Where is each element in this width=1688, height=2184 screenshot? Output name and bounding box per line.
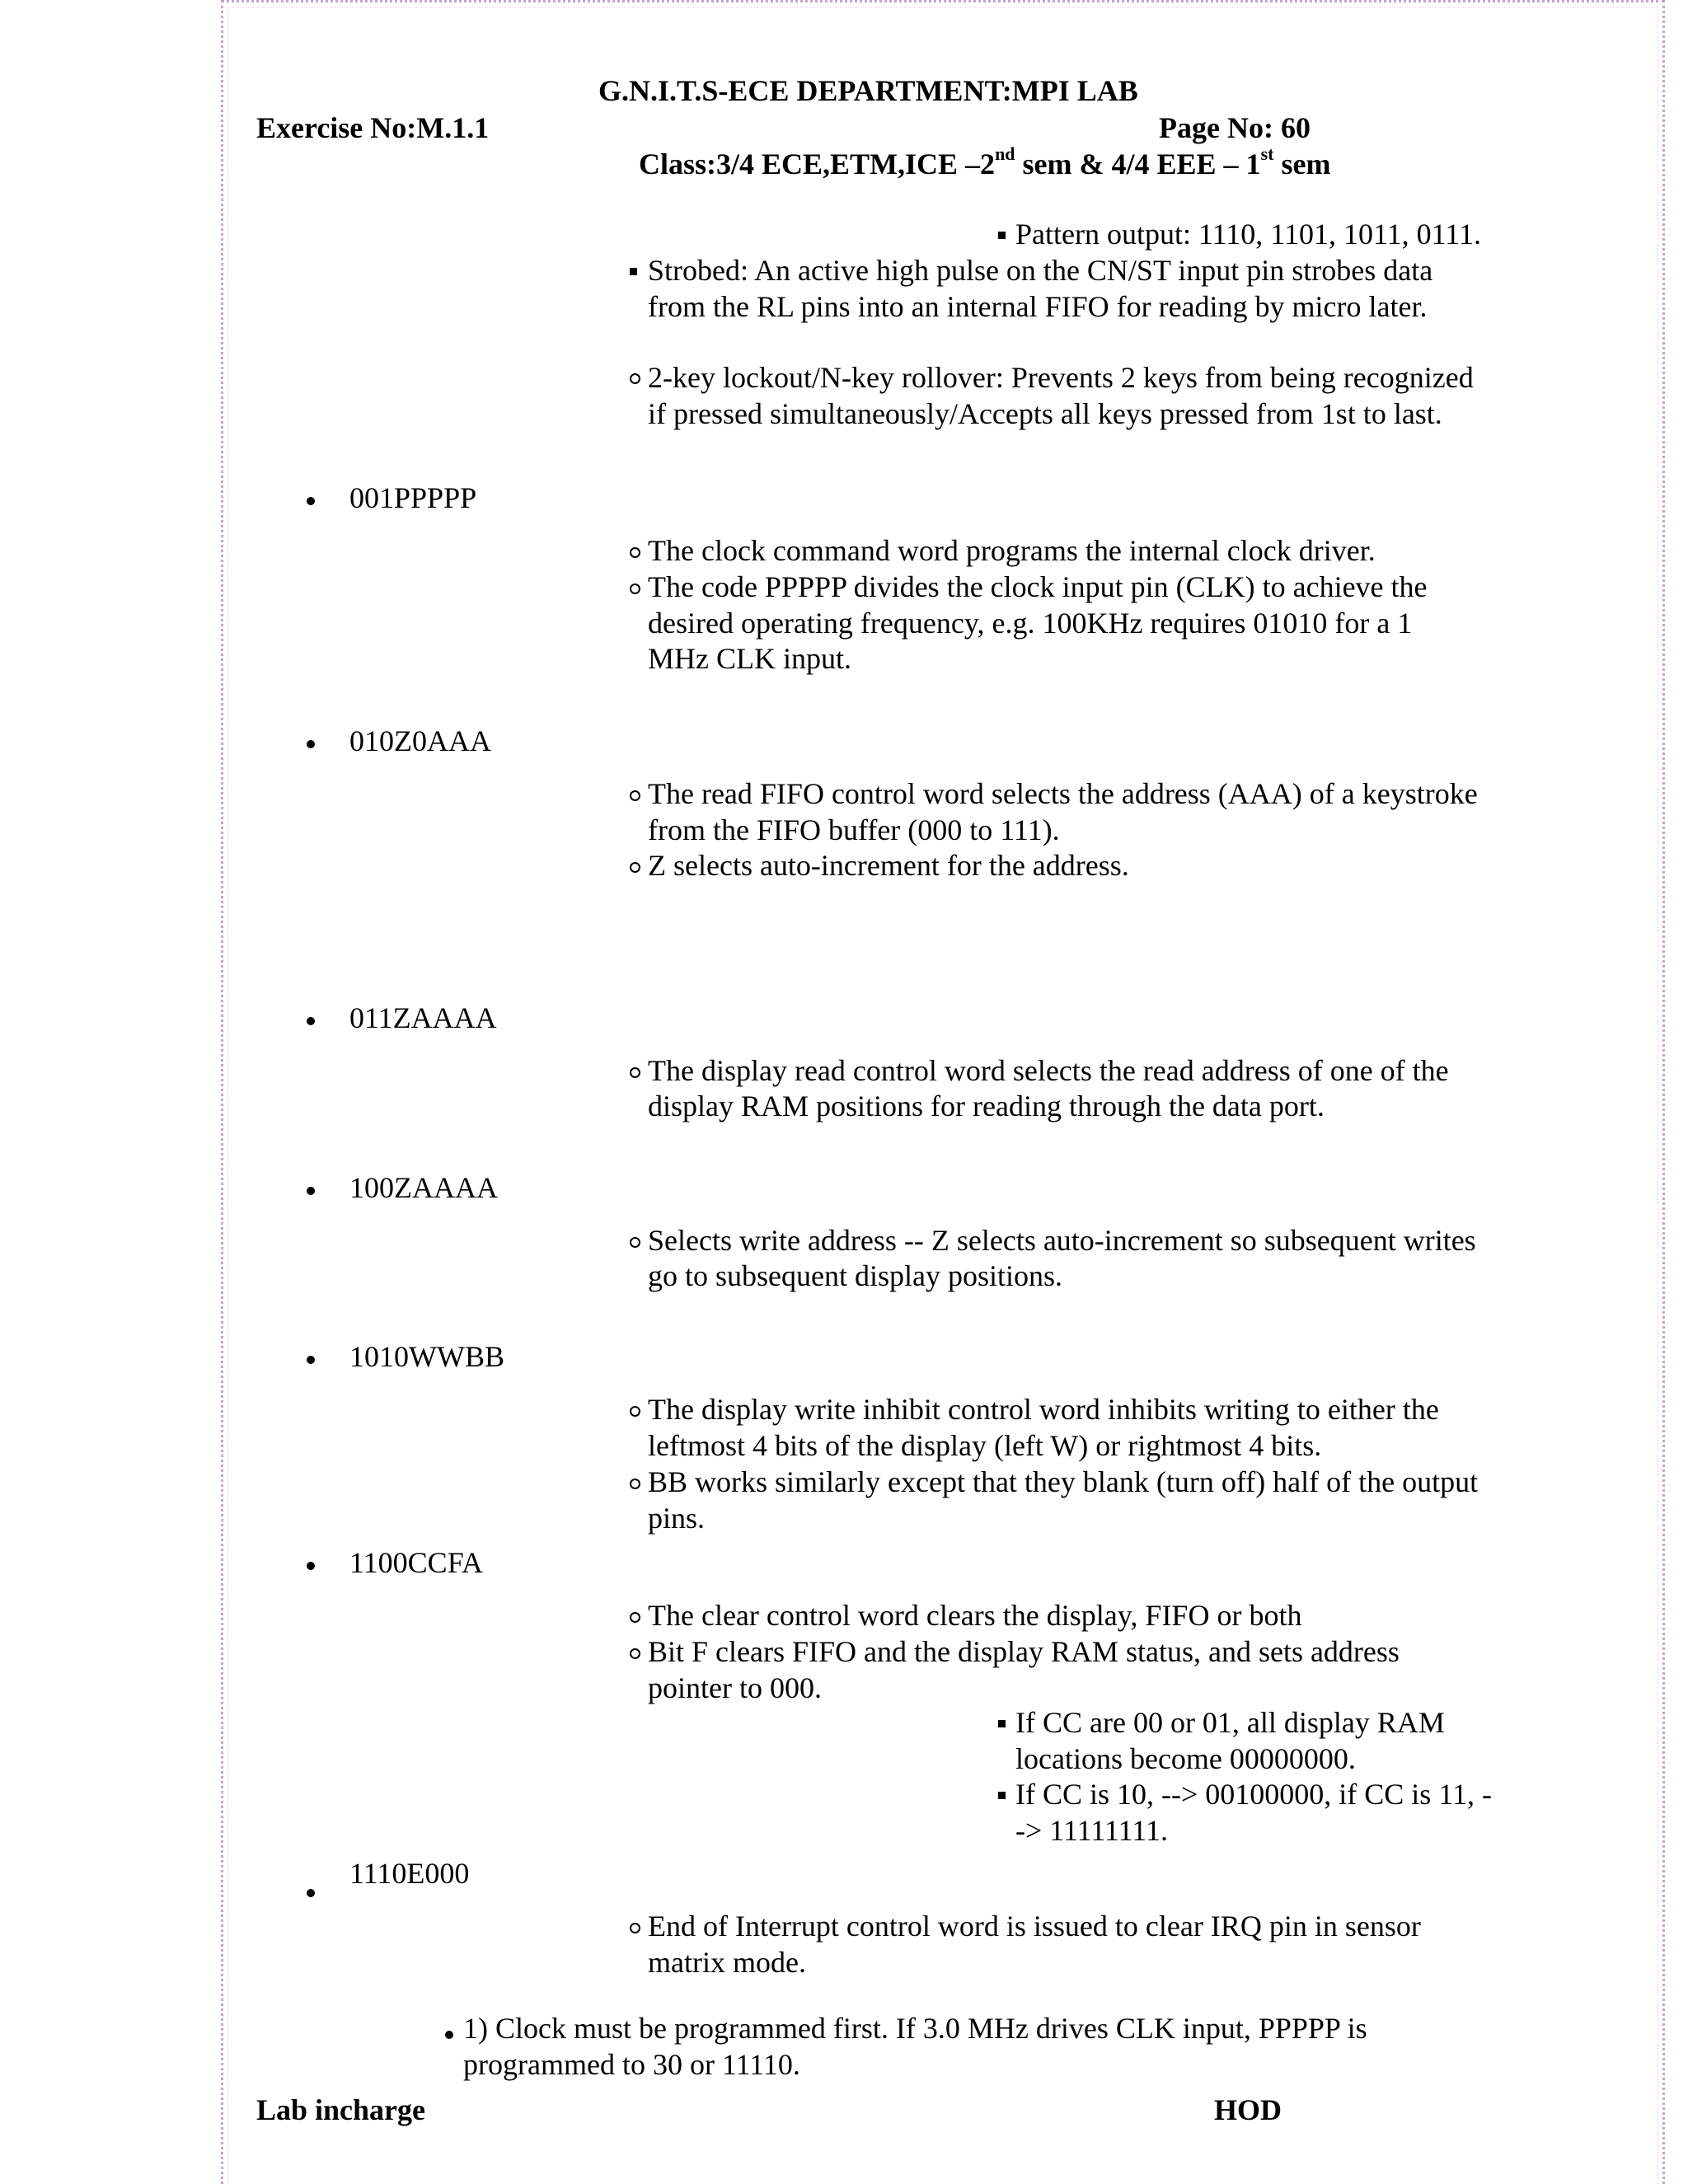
lockout-line-2: if pressed simultaneously/Accepts all keys pressed from 1st to last. (648, 397, 1442, 430)
display-write-line-1a: Selects write address -- Z selects auto-increment so subsequent writes (648, 1224, 1476, 1257)
circle-bullet (630, 1648, 640, 1659)
clear-line-2b: pointer to 000. (648, 1671, 822, 1704)
circle-bullet (630, 790, 640, 801)
eoi-line-1a: End of Interrupt control word is issued to clear IRQ pin in sensor (648, 1910, 1421, 1943)
display-write-line-1b: go to subsequent display positions. (648, 1259, 1062, 1292)
clock-line-1: The clock command word programs the internal clock driver. (648, 534, 1376, 567)
bullet-dot (307, 740, 315, 748)
circle-bullet (630, 862, 640, 873)
bullet-dot (307, 1187, 315, 1195)
square-bullet (998, 232, 1006, 239)
strobed-line-1: Strobed: An active high pulse on the CN/ST input pin strobes data (648, 254, 1433, 287)
hod-label: HOD (1214, 2093, 1282, 2126)
square-bullet (630, 268, 637, 275)
fifo-line-1a: The read FIFO control word selects the address (AAA) of a keystroke (648, 777, 1478, 810)
bullet-dot (307, 1889, 315, 1897)
inhibit-line-1b: leftmost 4 bits of the display (left W) or rightmost 4 bits. (648, 1429, 1322, 1462)
clock-line-2b: desired operating frequency, e.g. 100KHz requires 01010 for a 1 (648, 607, 1413, 640)
command-1100CCFA: 1100CCFA (349, 1546, 484, 1579)
page-number: Page No: 60 (1159, 111, 1311, 144)
cc-line-2a: If CC is 10, --> 00100000, if CC is 11, - (1015, 1778, 1492, 1811)
circle-bullet (630, 1612, 640, 1623)
cc-line-2b: -> 11111111. (1015, 1814, 1168, 1847)
circle-bullet (630, 1406, 640, 1417)
bullet-dot (307, 497, 315, 505)
lockout-line-1: 2-key lockout/N-key rollover: Prevents 2 keys from being recognized (648, 361, 1474, 394)
pattern-output-text: Pattern output: 1110, 1101, 1011, 0111. (1015, 218, 1481, 251)
department-title: G.N.I.T.S-ECE DEPARTMENT:MPI LAB (598, 74, 1138, 107)
circle-bullet (630, 547, 640, 558)
clear-line-1: The clear control word clears the display, FIFO or both (648, 1599, 1302, 1632)
eoi-line-1b: matrix mode. (648, 1946, 806, 1979)
circle-bullet (630, 583, 640, 594)
exercise-number: Exercise No:M.1.1 (256, 111, 490, 144)
command-010Z0AAA: 010Z0AAA (349, 724, 491, 757)
bullet-dot (307, 1356, 315, 1364)
lab-incharge-label: Lab incharge (256, 2093, 426, 2126)
cc-line-1a: If CC are 00 or 01, all display RAM (1015, 1706, 1445, 1739)
command-1110E000: 1110E000 (349, 1857, 470, 1890)
cc-line-1b: locations become 00000000. (1015, 1742, 1356, 1775)
display-read-line-1b: display RAM positions for reading through the data port. (648, 1090, 1325, 1122)
fifo-line-2: Z selects auto-increment for the address. (648, 849, 1129, 882)
fifo-line-1b: from the FIFO buffer (000 to 111). (648, 813, 1060, 846)
class-info: Class:3/4 ECE,ETM,ICE –2nd sem & 4/4 EEE – 1st sem (639, 143, 1331, 180)
circle-bullet (630, 1479, 640, 1489)
clock-line-2a: The code PPPPP divides the clock input pin (CLK) to achieve the (648, 570, 1428, 603)
bullet-dot (307, 1562, 315, 1570)
command-100ZAAAA: 100ZAAAA (349, 1171, 498, 1204)
note-line-1b: programmed to 30 or 11110. (463, 2048, 800, 2081)
bullet-dot (307, 1017, 315, 1025)
square-bullet (998, 1720, 1006, 1727)
command-001PPPPP: 001PPPPP (349, 481, 477, 514)
inhibit-line-1a: The display write inhibit control word inhibits writing to either the (648, 1393, 1439, 1426)
strobed-line-2: from the RL pins into an internal FIFO for reading by micro later. (648, 290, 1428, 323)
circle-bullet (630, 1237, 640, 1248)
command-011ZAAAA: 011ZAAAA (349, 1001, 497, 1034)
note-line-1a: 1) Clock must be programmed first. If 3.0 MHz drives CLK input, PPPPP is (463, 2012, 1367, 2045)
square-bullet (998, 1792, 1006, 1799)
inhibit-line-2a: BB works similarly except that they blank (turn off) half of the output (648, 1465, 1479, 1498)
clear-line-2a: Bit F clears FIFO and the display RAM status, and sets address (648, 1635, 1400, 1668)
circle-bullet (630, 373, 640, 384)
circle-bullet (630, 1923, 640, 1933)
circle-bullet (630, 1067, 640, 1078)
command-1010WWBB: 1010WWBB (349, 1340, 504, 1373)
display-read-line-1a: The display read control word selects the read address of one of the (648, 1054, 1449, 1087)
inhibit-line-2b: pins. (648, 1502, 706, 1535)
bullet-dot (445, 2031, 453, 2039)
clock-line-2c: MHz CLK input. (648, 642, 851, 675)
